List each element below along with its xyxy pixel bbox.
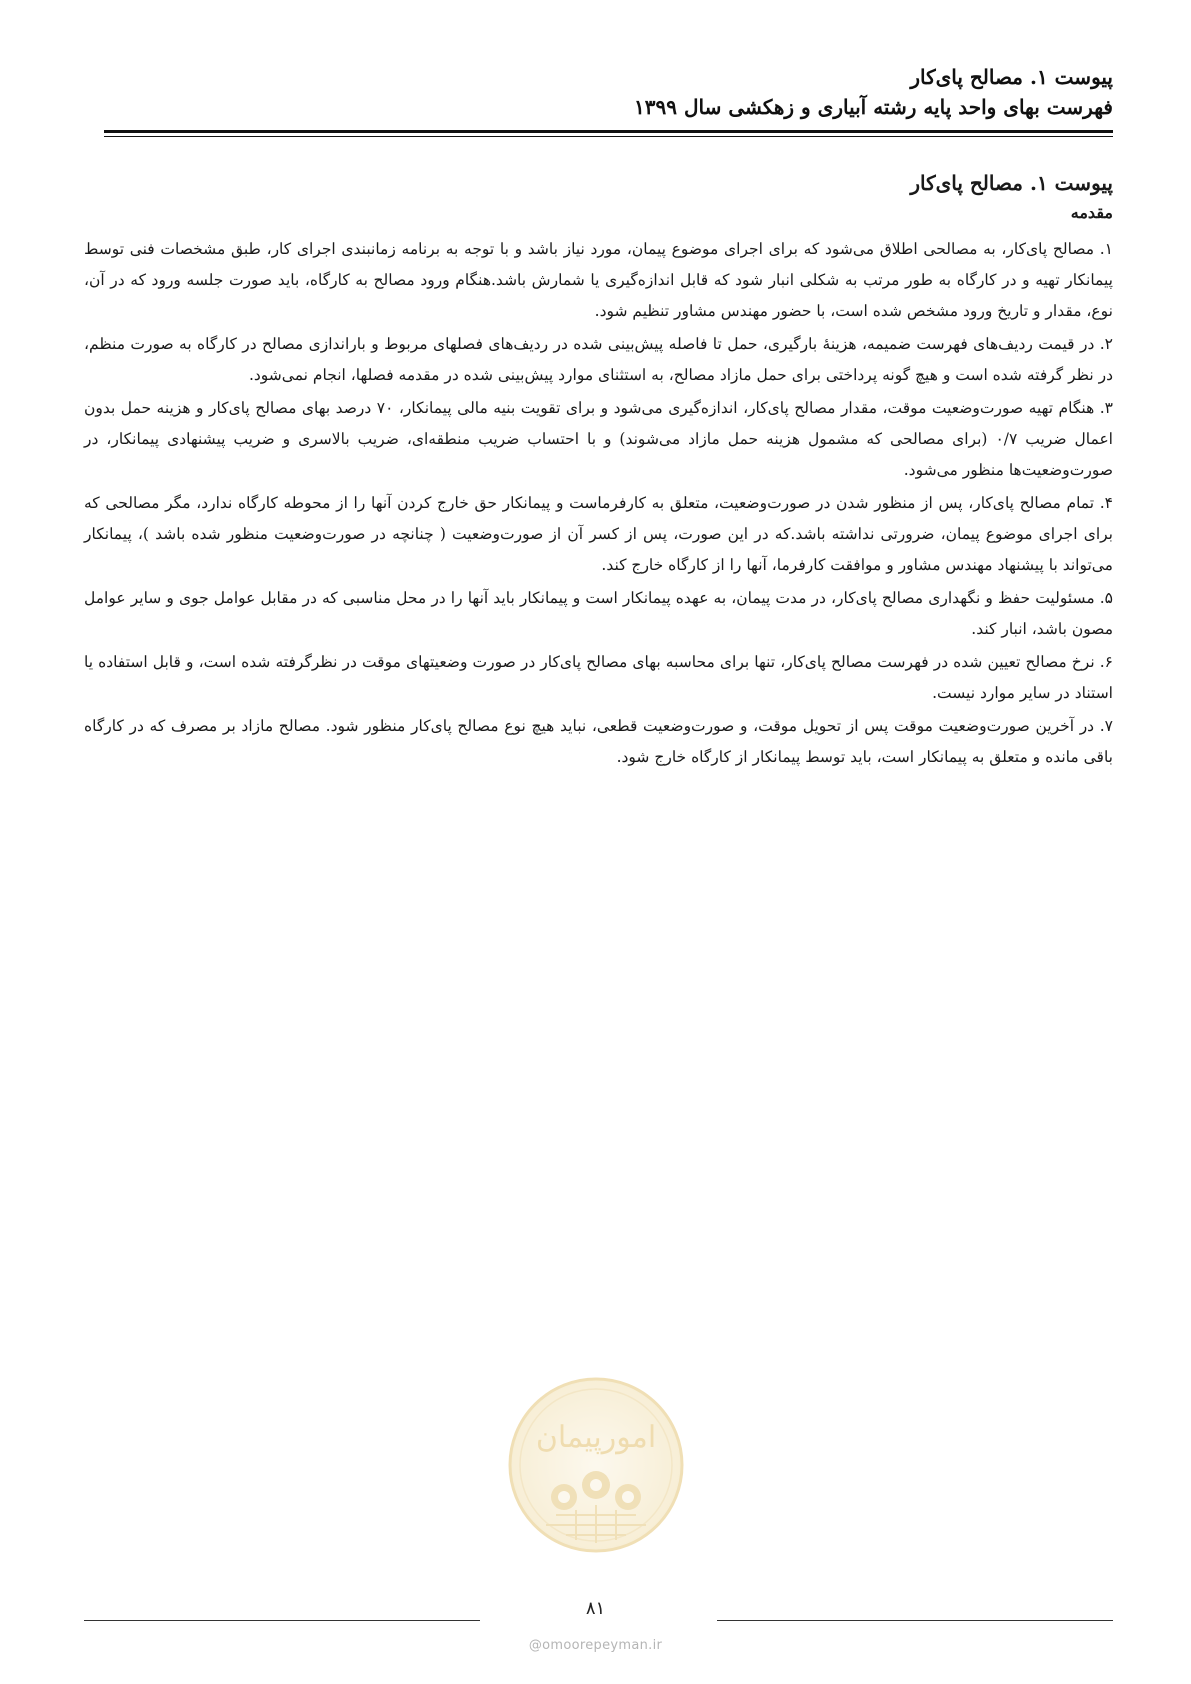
site-watermark-text: @omoorepeyman.ir xyxy=(528,1638,663,1653)
header-rule-thick xyxy=(104,130,1113,133)
footer-rule-right xyxy=(717,1620,1113,1621)
paragraph-3: ۳. هنگام تهیه صورت‌وضعیت موقت، مقدار مصالح پای‌کار، اندازه‌گیری می‌شود و برای تقویت بنیه مالی پیمانکار، ۷۰ درصد بهای مصالح پای‌کار و هزینه حمل بدون اعمال ضریب ۰/۷ (برای مصالحی که مشمول هزینه حمل مازاد می‌شوند) و با احتساب ضریب منطقه‌ای، ضریب بالاسری و ضریب پیشنهادی پیمانکار، در صورت‌وضعیت‌ها منظور می‌شود. xyxy=(84,399,1113,479)
paragraph-4: ۴. تمام مصالح پای‌کار، پس از منظور شدن در صورت‌وضعیت، متعلق به کارفرماست و پیمانکار حق خارج کردن آنها را از محوطه کارگاه ندارد، مگر مصالحی که برای اجرای موضوع پیمان، ضرورتی نداشته باشد.که در این صورت، پس از کسر آن از صورت‌وضعیت ( چنانچه در صورت‌وضعیت منظور شده باشد )، پیمانکار می‌تواند با پیشنهاد مهندس مشاور و موافقت کارفرما، آنها را از کارگاه خارج کند. xyxy=(84,494,1113,574)
footer-rule-left xyxy=(84,1620,480,1621)
header-subtitle: فهرست بهای واحد پایه رشته آبیاری و زهکشی سال ۱۳۹۹ xyxy=(634,95,1113,119)
paragraph-6: ۶. نرخ مصالح تعیین شده در فهرست مصالح پای‌کار، تنها برای محاسبه بهای مصالح پای‌کار در صورت وضعیتهای موقت در نظرگرفته شده است، و قابل استفاده یا استناد در سایر موارد نیست. xyxy=(84,653,1113,702)
section-title: پیوست ۱. مصالح پای‌کار xyxy=(910,171,1113,195)
watermark-text: امورپیمان xyxy=(535,1420,656,1455)
page-body xyxy=(84,168,1113,775)
running-header xyxy=(113,62,1113,122)
watermark-logo xyxy=(506,1375,686,1555)
page-number: ۸۱ xyxy=(585,1598,606,1619)
paragraph-5: ۵. مسئولیت حفظ و نگهداری مصالح پای‌کار، در مدت پیمان، به عهده پیمانکار است و پیمانکار باید آنها را در محل مناسبی که در مقابل عوامل جوی و سایر عوامل مصون باشد، انبار کند. xyxy=(84,589,1113,638)
paragraph-1: ۱. مصالح پای‌کار، به مصالحی اطلاق می‌شود که برای اجرای موضوع پیمان، مورد نیاز باشد و با توجه به برنامه زمانبندی اجرای کار، طبق مشخصات فنی توسط پیمانکار تهیه و در کارگاه به طور مرتب به شکلی انبار شود که قابل اندازه‌گیری یا شمارش باشد.هنگام ورود مصالح به کارگاه، باید صورت جلسه ورود که در آن، نوع، مقدار و تاریخ ورود مشخص شده است، با حضور مهندس مشاور تنظیم شود. xyxy=(84,240,1113,320)
section-subtitle: مقدمه xyxy=(1070,203,1113,222)
paragraph-7: ۷. در آخرین صورت‌وضعیت موقت پس از تحویل موقت، و صورت‌وضعیت قطعی، نباید هیچ نوع مصالح پای‌کار منظور شود. مصالح مازاد بر مصرف که در کارگاه باقی مانده و متعلق به پیمانکار است، باید توسط پیمانکار از کارگاه خارج شود. xyxy=(84,717,1113,766)
paragraph-2: ۲. در قیمت ردیف‌های فهرست ضمیمه، هزینۀ بارگیری، حمل تا فاصله پیش‌بینی شده در ردیف‌های فصلهای مربوط و باراندازی مصالح در کارگاه به صورت منظم، در نظر گرفته شده است و هیچ گونه پرداختی برای حمل مازاد مصالح، به استثنای موارد پیش‌بینی شده در مقدمه فصلها، انجام نمی‌شود. xyxy=(84,335,1113,384)
header-title: پیوست ۱. مصالح پای‌کار xyxy=(910,65,1113,89)
header-rule-thin xyxy=(104,136,1113,137)
